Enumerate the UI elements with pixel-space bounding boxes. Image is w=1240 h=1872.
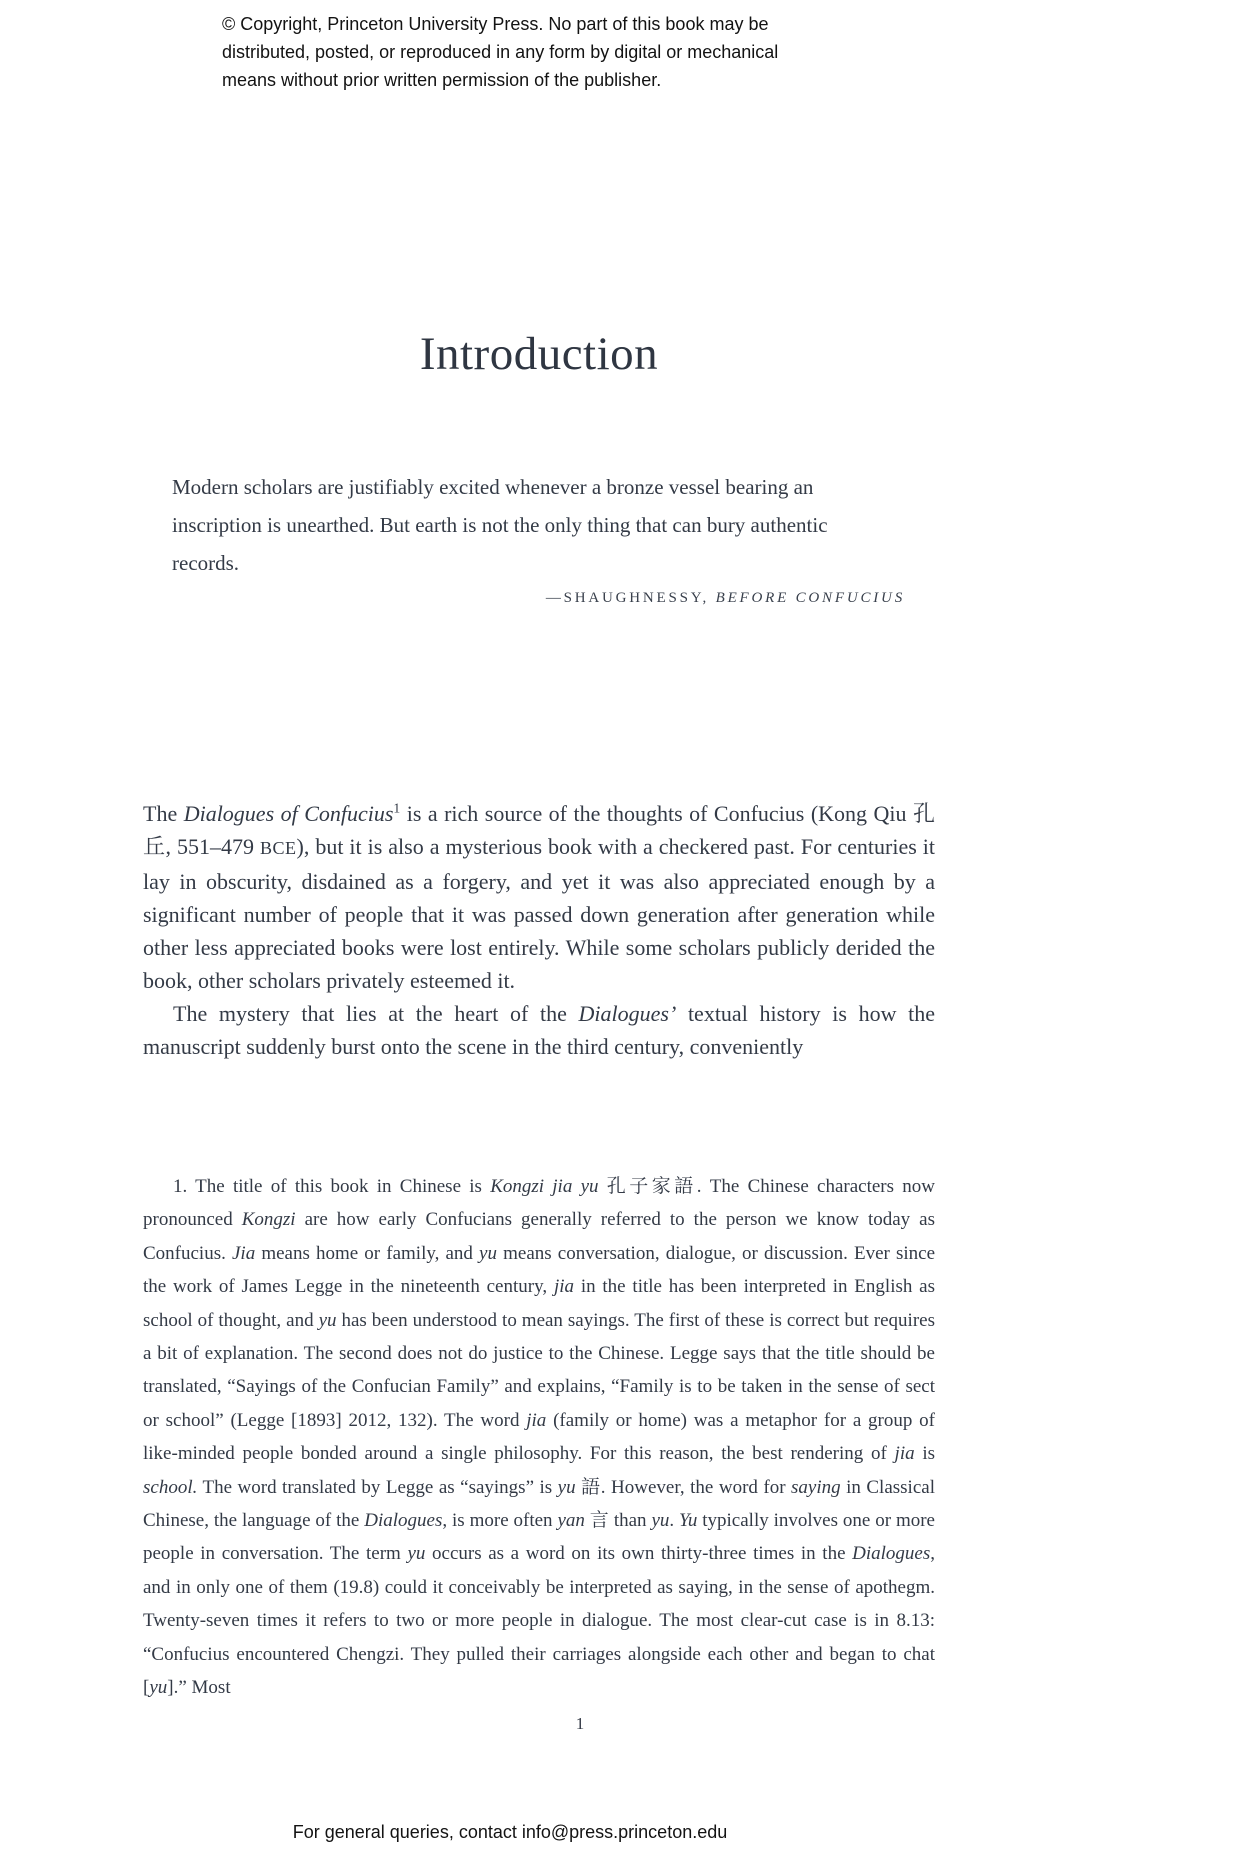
text-run: Dialogues’ (578, 1001, 677, 1026)
page-number: 1 (575, 1714, 585, 1733)
text-run: . (669, 1510, 680, 1532)
text-run: means home or family, and (255, 1242, 480, 1264)
text-run: 1. The title of this book in Chinese is (173, 1176, 491, 1197)
attribution-work-title: BEFORE CONFUCIUS (715, 590, 905, 606)
body-paragraph-1 (143, 797, 935, 997)
text-run: 1 (393, 800, 401, 816)
text-run: ), but it is also a mysterious book with a checkered past. For centuries it lay in obscurity, disdained as a forgery, and yet it was also appreciated enough by a significant number of people that it was passed down generation after generation while other less appreciated books were lost entirely. While some scholars publicly derided the book, other scholars privately esteemed it. (143, 834, 935, 993)
text-run: Dialogues (364, 1510, 443, 1532)
text-run: (family or home) was a metaphor for a group of like-minded people bonded around a single philosophy. For this reason, the best rendering of (143, 1409, 935, 1465)
text-run: 語. However, the word for (575, 1476, 792, 1498)
text-run: 言 than (584, 1510, 652, 1532)
copyright-line: © Copyright, Princeton University Press. No part of this book may be (222, 14, 769, 34)
text-run: in the title has been interpreted in English as school of thought, and (143, 1276, 936, 1331)
text-run: The mystery that lies at the heart of the (173, 1001, 579, 1026)
text-run: yu (407, 1543, 426, 1565)
chapter-title: Introduction (419, 328, 659, 380)
text-run: yan (557, 1510, 585, 1532)
text-run: yu (479, 1242, 497, 1264)
text-run: yu (651, 1510, 670, 1532)
text-run: The word translated by Legge as “sayings” is (197, 1476, 558, 1498)
text-run: typically involves one or more people in conversation. The term (143, 1510, 935, 1565)
text-run: are how early Confucians generally referred to the person we know today as Confucius. (143, 1209, 936, 1264)
epigraph-attribution (172, 590, 905, 607)
attribution-dash: — (545, 590, 564, 606)
text-run: jia (894, 1443, 915, 1465)
text-run: 孔子家語. The Chinese characters now pronounced (143, 1176, 935, 1231)
text-run: textual history is how the manuscript suddenly burst onto the scene in the third century, conveniently (143, 1001, 936, 1059)
copyright-line: distributed, posted, or reproduced in any form by digital or mechanical (222, 42, 779, 62)
text-run: Dialogues of Confucius (183, 801, 394, 826)
text-run: ].” Most (167, 1677, 231, 1699)
text-run: saying (791, 1476, 841, 1498)
text-run: Dialogues (852, 1543, 931, 1565)
text-run: , is more often (442, 1510, 558, 1532)
text-run: yu (557, 1476, 576, 1498)
body-paragraph-2 (143, 997, 935, 1063)
text-run: Kongzi jia yu (490, 1176, 599, 1197)
body-text (143, 797, 935, 1063)
copyright-line: means without prior written permission of the publisher. (222, 70, 662, 90)
text-run: , and in only one of them (19.8) could it conceivably be interpreted as saying, in the sense of apothegm. Twenty-seven times it refers to two or more people in dialogue. The most clear-cut case is in 8.13: “Confucius encountered Chengzi. They pulled their carriages alongside each other and began to chat [ (143, 1543, 936, 1699)
text-run: is a rich source of the thoughts of Confucius (Kong Qiu 孔丘, 551–479 (143, 801, 935, 859)
text-run: The (143, 801, 184, 826)
text-run: Jia (231, 1242, 256, 1264)
text-run: Yu (679, 1510, 698, 1532)
text-run: means conversation, dialogue, or discussion. Ever since the work of James Legge in the nineteenth century, (143, 1242, 936, 1298)
text-run: jia (526, 1409, 547, 1431)
text-run: yu (149, 1677, 168, 1699)
epigraph-text: Modern scholars are justifiably excited whenever a bronze vessel bearing an inscription is unearthed. But earth is not the only thing that can bury authentic records. (172, 475, 828, 575)
text-run: yu (318, 1309, 337, 1331)
text-run: has been understood to mean sayings. The first of these is correct but requires a bit of explanation. The second does not do justice to the Chinese. Legge says that the title should be translated, “Sayings of the Confucian Family” and explains, “Family is to be taken in the sense of sect or school” (Legge [1893] 2012, 132). The word (143, 1309, 935, 1431)
text-run: jia (553, 1276, 574, 1298)
text-run: Kongzi (241, 1209, 296, 1231)
text-run: in Classical Chinese, the language of the (143, 1476, 935, 1532)
text-run: is (914, 1443, 935, 1465)
text-run: BCE (259, 838, 297, 858)
text-run: occurs as a word on its own thirty-three times in the (425, 1543, 853, 1565)
text-run: school. (143, 1476, 198, 1498)
copyright-notice (222, 10, 862, 94)
footer-contact: For general queries, contact info@press.princeton.edu (292, 1822, 728, 1842)
footnote-1 (143, 1170, 935, 1705)
attribution-author: SHAUGHNESSY, (563, 590, 710, 606)
